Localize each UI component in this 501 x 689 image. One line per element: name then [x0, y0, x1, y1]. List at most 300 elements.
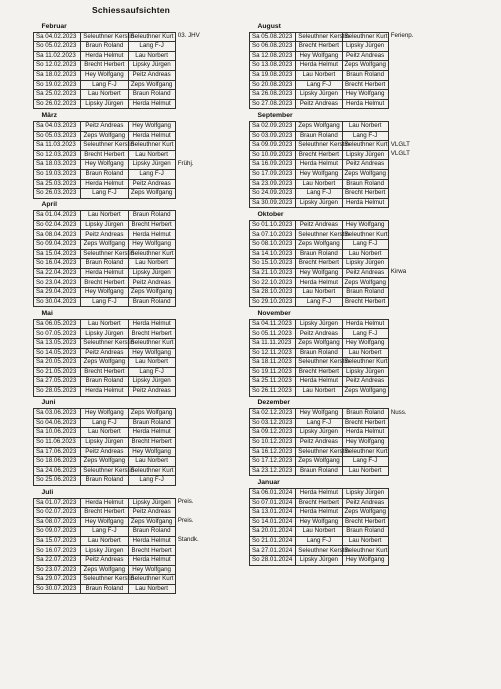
- supervisor-2-cell: Lipsky Jürgen: [128, 377, 175, 387]
- date-cell: So 27.08.2023: [250, 99, 296, 109]
- supervisor-1-cell: Lipsky Jürgen: [81, 220, 128, 230]
- supervisor-2-cell: Lau Norbert: [342, 121, 388, 131]
- supervisor-2-cell: Brecht Herbert: [128, 546, 175, 556]
- date-cell: Sa 12.08.2023: [250, 51, 296, 61]
- event-note: [388, 259, 434, 269]
- supervisor-1-cell: Herda Helmut: [81, 268, 128, 278]
- supervisor-1-cell: Lau Norbert: [81, 90, 128, 100]
- schedule-row: [34, 348, 223, 358]
- supervisor-1-cell: Seleuthner Kerstin: [296, 230, 342, 240]
- date-cell: Sa 04.11.2023: [250, 319, 296, 329]
- schedule-row: [34, 508, 223, 518]
- supervisor-1-cell: Lipsky Jürgen: [296, 556, 342, 566]
- event-note: [175, 51, 222, 61]
- month-name: Juli: [41, 488, 54, 496]
- schedule-row: [250, 457, 435, 467]
- date-cell: Sa 29.07.2023: [34, 575, 81, 585]
- supervisor-2-cell: Seleuthner Kurt: [128, 575, 175, 585]
- supervisor-1-cell: Zeps Wolfgang: [296, 121, 342, 131]
- schedule-row: [34, 575, 223, 585]
- supervisor-2-cell: Zeps Wolfgang: [342, 61, 388, 71]
- right-month-header: [250, 476, 435, 489]
- supervisor-1-cell: Seleuthner Kerstin: [296, 358, 342, 368]
- right-month-header: [250, 396, 435, 409]
- schedule-row: [250, 536, 435, 546]
- schedule-row: [250, 131, 435, 141]
- month-name: April: [41, 201, 57, 209]
- schedule-row: [250, 51, 435, 61]
- month-name: August: [257, 22, 281, 30]
- date-cell: So 15.10.2023: [250, 259, 296, 269]
- date-cell: Sa 02.09.2023: [250, 121, 296, 131]
- supervisor-1-cell: Braun Roland: [81, 169, 128, 179]
- date-cell: Sa 27.05.2023: [34, 377, 81, 387]
- event-note: [388, 418, 434, 428]
- date-cell: So 25.06.2023: [34, 476, 81, 486]
- schedule-row: [34, 584, 223, 594]
- supervisor-1-cell: Brecht Herbert: [296, 498, 342, 508]
- left-column: [33, 20, 223, 594]
- event-note: [175, 150, 222, 160]
- supervisor-1-cell: Lipsky Jürgen: [81, 329, 128, 339]
- date-cell: Sa 11.02.2023: [34, 51, 81, 61]
- schedule-row: [34, 447, 223, 457]
- supervisor-2-cell: Herda Helmut: [342, 198, 388, 208]
- supervisor-1-cell: Brecht Herbert: [81, 278, 128, 288]
- supervisor-2-cell: Herda Helmut: [342, 99, 388, 109]
- supervisor-2-cell: Lang F-J: [128, 476, 175, 486]
- date-cell: So 01.10.2023: [250, 220, 296, 230]
- event-note-text: VLGLT: [390, 150, 410, 158]
- supervisor-2-cell: Zeps Wolfgang: [128, 80, 175, 90]
- event-note: [388, 278, 434, 288]
- supervisor-2-cell: Lipsky Jürgen: [128, 268, 175, 278]
- schedule-row: [34, 546, 223, 556]
- event-note: [175, 339, 222, 349]
- supervisor-2-cell: Brecht Herbert: [342, 517, 388, 527]
- date-cell: So 03.09.2023: [250, 131, 296, 141]
- schedule-row: [250, 90, 435, 100]
- event-note: [388, 358, 434, 368]
- event-note: [175, 556, 222, 566]
- date-cell: Sa 06.01.2024: [250, 488, 296, 498]
- supervisor-2-cell: Lang F-J: [128, 367, 175, 377]
- supervisor-1-cell: Braun Roland: [296, 348, 342, 358]
- schedule-row: [250, 32, 435, 42]
- supervisor-1-cell: Hey Wolfgang: [81, 70, 128, 80]
- event-note: [175, 527, 222, 537]
- date-cell: So 19.03.2023: [34, 169, 81, 179]
- supervisor-1-cell: Hey Wolfgang: [81, 409, 128, 419]
- schedule-row: [250, 288, 435, 298]
- date-cell: Sa 28.10.2023: [250, 288, 296, 298]
- event-note: [175, 508, 222, 518]
- schedule-row: [34, 339, 223, 349]
- supervisor-2-cell: Lang F-J: [342, 329, 388, 339]
- supervisor-2-cell: Lipsky Jürgen: [128, 498, 175, 508]
- event-note: [388, 169, 434, 179]
- event-note: [388, 297, 434, 307]
- date-cell: Sa 16.09.2023: [250, 160, 296, 170]
- supervisor-2-cell: Peitz Andreas: [342, 498, 388, 508]
- schedule-row: [250, 297, 435, 307]
- schedule-row: [34, 457, 223, 467]
- date-cell: Sa 01.04.2023: [34, 211, 81, 221]
- right-month-header: [250, 208, 435, 221]
- date-cell: So 30.07.2023: [34, 584, 81, 594]
- supervisor-1-cell: Lang F-J: [296, 418, 342, 428]
- event-note: [388, 329, 434, 339]
- supervisor-1-cell: Lipsky Jürgen: [296, 90, 342, 100]
- schedule-row: [250, 488, 435, 498]
- event-note: [175, 428, 222, 438]
- date-cell: So 21.05.2023: [34, 367, 81, 377]
- event-note-text: Preis.: [177, 498, 194, 505]
- supervisor-1-cell: Lang F-J: [296, 297, 342, 307]
- supervisor-1-cell: Lipsky Jürgen: [296, 428, 342, 438]
- event-note: [388, 536, 434, 546]
- left-month-header: [34, 485, 223, 498]
- date-cell: So 07.05.2023: [34, 329, 81, 339]
- date-cell: So 17.09.2023: [250, 169, 296, 179]
- schedule-row: [34, 565, 223, 575]
- date-cell: So 10.09.2023: [250, 150, 296, 160]
- supervisor-1-cell: Zeps Wolfgang: [81, 240, 128, 250]
- event-note: [388, 508, 434, 518]
- schedule-row: [250, 367, 435, 377]
- supervisor-2-cell: Braun Roland: [128, 527, 175, 537]
- event-note: [388, 457, 434, 467]
- event-note: [175, 141, 222, 151]
- supervisor-2-cell: Herda Helmut: [128, 319, 175, 329]
- schedule-row: [34, 498, 223, 508]
- schedule-row: [34, 536, 223, 546]
- supervisor-1-cell: Lang F-J: [296, 189, 342, 199]
- event-note: [388, 90, 434, 100]
- date-cell: Sa 21.10.2023: [250, 268, 296, 278]
- supervisor-2-cell: Zeps Wolfgang: [128, 517, 175, 527]
- date-cell: So 26.03.2023: [34, 189, 81, 199]
- left-month-header: [34, 198, 223, 211]
- event-note: [388, 319, 434, 329]
- date-cell: Sa 19.08.2023: [250, 70, 296, 80]
- schedule-row: [34, 466, 223, 476]
- supervisor-2-cell: Herda Helmut: [128, 230, 175, 240]
- date-cell: So 26.02.2023: [34, 99, 81, 109]
- date-cell: So 19.02.2023: [34, 80, 81, 90]
- supervisor-2-cell: Seleuthner Kurt: [342, 230, 388, 240]
- supervisor-2-cell: Seleuthner Kurt: [128, 339, 175, 349]
- supervisor-2-cell: Peitz Andreas: [128, 179, 175, 189]
- schedule-row: [250, 447, 435, 457]
- supervisor-1-cell: Lau Norbert: [296, 288, 342, 298]
- event-note: [175, 565, 222, 575]
- supervisor-1-cell: Herda Helmut: [81, 51, 128, 61]
- event-note: [388, 428, 434, 438]
- supervisor-2-cell: Lau Norbert: [128, 259, 175, 269]
- date-cell: Sa 25.03.2023: [34, 179, 81, 189]
- supervisor-2-cell: Lau Norbert: [342, 348, 388, 358]
- supervisor-2-cell: Lau Norbert: [128, 51, 175, 61]
- schedule-row: [250, 179, 435, 189]
- schedule-table-right: [249, 20, 435, 566]
- date-cell: So 12.03.2023: [34, 150, 81, 160]
- event-note: [388, 498, 434, 508]
- supervisor-2-cell: Peitz Andreas: [128, 386, 175, 396]
- event-note: [388, 527, 434, 537]
- schedule-row: [34, 268, 223, 278]
- event-note: [175, 230, 222, 240]
- date-cell: Sa 25.11.2023: [250, 377, 296, 387]
- schedule-row: [34, 418, 223, 428]
- right-month-header: [250, 307, 435, 320]
- schedule-row: [34, 329, 223, 339]
- date-cell: So 06.08.2023: [250, 42, 296, 52]
- supervisor-2-cell: Zeps Wolfgang: [128, 288, 175, 298]
- event-note: [388, 32, 434, 42]
- event-note: [175, 61, 222, 71]
- event-note: [175, 160, 222, 170]
- supervisor-1-cell: Seleuthner Kerstin: [296, 141, 342, 151]
- supervisor-2-cell: Peitz Andreas: [128, 70, 175, 80]
- supervisor-1-cell: Brecht Herbert: [81, 367, 128, 377]
- date-cell: So 30.04.2023: [34, 297, 81, 307]
- supervisor-2-cell: Lipsky Jürgen: [128, 61, 175, 71]
- event-note: [175, 319, 222, 329]
- supervisor-1-cell: Herda Helmut: [296, 488, 342, 498]
- supervisor-2-cell: Hey Wolfgang: [342, 556, 388, 566]
- supervisor-2-cell: Lau Norbert: [128, 358, 175, 368]
- schedule-row: [34, 437, 223, 447]
- event-note: [388, 288, 434, 298]
- supervisor-2-cell: Seleuthner Kurt: [342, 447, 388, 457]
- supervisor-1-cell: Braun Roland: [296, 131, 342, 141]
- date-cell: Sa 15.07.2023: [34, 536, 81, 546]
- date-cell: Sa 07.10.2023: [250, 230, 296, 240]
- event-note: [175, 358, 222, 368]
- schedule-row: [250, 259, 435, 269]
- schedule-row: [250, 70, 435, 80]
- supervisor-1-cell: Lau Norbert: [296, 527, 342, 537]
- supervisor-2-cell: Lau Norbert: [128, 457, 175, 467]
- date-cell: Sa 30.09.2023: [250, 198, 296, 208]
- schedule-row: [34, 179, 223, 189]
- event-note: [388, 367, 434, 377]
- event-note: [175, 437, 222, 447]
- supervisor-2-cell: Lipsky Jürgen: [342, 367, 388, 377]
- event-note: [388, 409, 434, 419]
- schedule-row: [34, 409, 223, 419]
- supervisor-2-cell: Brecht Herbert: [128, 220, 175, 230]
- supervisor-2-cell: Peitz Andreas: [342, 51, 388, 61]
- date-cell: So 24.09.2023: [250, 189, 296, 199]
- event-note: [175, 536, 222, 546]
- event-note: [175, 179, 222, 189]
- supervisor-1-cell: Brecht Herbert: [81, 508, 128, 518]
- event-note: [175, 278, 222, 288]
- supervisor-1-cell: Peitz Andreas: [81, 230, 128, 240]
- event-note: [175, 32, 222, 42]
- supervisor-2-cell: Lau Norbert: [342, 466, 388, 476]
- schedule-row: [34, 386, 223, 396]
- event-note: [388, 437, 434, 447]
- schedule-row: [250, 527, 435, 537]
- date-cell: Sa 18.11.2023: [250, 358, 296, 368]
- date-cell: So 26.11.2023: [250, 386, 296, 396]
- date-cell: Sa 09.12.2023: [250, 428, 296, 438]
- date-cell: So 18.06.2023: [34, 457, 81, 467]
- event-note: [388, 240, 434, 250]
- date-cell: So 22.10.2023: [250, 278, 296, 288]
- date-cell: Sa 04.02.2023: [34, 32, 81, 42]
- event-note: [388, 220, 434, 230]
- supervisor-2-cell: Seleuthner Kurt: [342, 141, 388, 151]
- date-cell: Sa 15.04.2023: [34, 249, 81, 259]
- event-note: [175, 457, 222, 467]
- date-cell: Sa 13.01.2024: [250, 508, 296, 518]
- supervisor-2-cell: Brecht Herbert: [342, 189, 388, 199]
- supervisor-1-cell: Seleuthner Kerstin: [296, 546, 342, 556]
- date-cell: So 23.04.2023: [34, 278, 81, 288]
- supervisor-2-cell: Hey Wolfgang: [342, 90, 388, 100]
- schedule-row: [250, 189, 435, 199]
- schedule-row: [250, 230, 435, 240]
- date-cell: Sa 11.03.2023: [34, 141, 81, 151]
- event-note: [388, 198, 434, 208]
- schedule-row: [250, 517, 435, 527]
- supervisor-1-cell: Herda Helmut: [296, 377, 342, 387]
- supervisor-1-cell: Hey Wolfgang: [296, 517, 342, 527]
- supervisor-2-cell: Hey Wolfgang: [128, 240, 175, 250]
- schedule-row: [250, 42, 435, 52]
- month-name: November: [257, 309, 291, 317]
- event-note-text: Preis.: [177, 517, 194, 525]
- supervisor-1-cell: Seleuthner Kerstin: [296, 447, 342, 457]
- supervisor-2-cell: Lang F-J: [342, 131, 388, 141]
- date-cell: Sa 03.06.2023: [34, 409, 81, 419]
- supervisor-1-cell: Braun Roland: [81, 476, 128, 486]
- event-note: [175, 584, 222, 594]
- event-note: [175, 476, 222, 486]
- supervisor-1-cell: Peitz Andreas: [296, 437, 342, 447]
- event-note: [175, 42, 222, 52]
- event-note: [175, 189, 222, 199]
- date-cell: So 29.10.2023: [250, 297, 296, 307]
- date-cell: Sa 18.02.2023: [34, 70, 81, 80]
- date-cell: Sa 01.07.2023: [34, 498, 81, 508]
- date-cell: Sa 09.09.2023: [250, 141, 296, 151]
- supervisor-1-cell: Lau Norbert: [296, 70, 342, 80]
- supervisor-2-cell: Zeps Wolfgang: [342, 386, 388, 396]
- supervisor-2-cell: Braun Roland: [128, 418, 175, 428]
- schedule-row: [250, 268, 435, 278]
- supervisor-2-cell: Brecht Herbert: [128, 437, 175, 447]
- supervisor-2-cell: Peitz Andreas: [128, 278, 175, 288]
- supervisor-1-cell: Braun Roland: [296, 466, 342, 476]
- schedule-row: [34, 70, 223, 80]
- schedule-row: [34, 160, 223, 170]
- schedule-row: [250, 508, 435, 518]
- schedule-row: [34, 131, 223, 141]
- supervisor-1-cell: Herda Helmut: [296, 160, 342, 170]
- date-cell: So 09.04.2023: [34, 240, 81, 250]
- month-name: Oktober: [257, 210, 284, 218]
- supervisor-1-cell: Lau Norbert: [296, 179, 342, 189]
- event-note: [175, 297, 222, 307]
- supervisor-1-cell: Peitz Andreas: [81, 348, 128, 358]
- event-note: [175, 259, 222, 269]
- month-name: Dezember: [257, 399, 290, 407]
- event-note: [175, 377, 222, 387]
- left-month-header: [34, 307, 223, 320]
- schedule-row: [34, 51, 223, 61]
- supervisor-2-cell: Lipsky Jürgen: [128, 160, 175, 170]
- supervisor-2-cell: Herda Helmut: [128, 131, 175, 141]
- schedule-row: [34, 211, 223, 221]
- supervisor-1-cell: Herda Helmut: [296, 61, 342, 71]
- date-cell: So 21.01.2024: [250, 536, 296, 546]
- date-cell: Sa 04.03.2023: [34, 121, 81, 131]
- date-cell: So 12.11.2023: [250, 348, 296, 358]
- schedule-row: [34, 476, 223, 486]
- event-note: [175, 348, 222, 358]
- supervisor-1-cell: Seleuthner Kerstin: [296, 32, 342, 42]
- page-title: Schiessaufsichten: [92, 5, 171, 15]
- date-cell: So 12.02.2023: [34, 61, 81, 71]
- schedule-row: [34, 428, 223, 438]
- schedule-row: [34, 42, 223, 52]
- schedule-row: [34, 61, 223, 71]
- supervisor-2-cell: Seleuthner Kurt: [342, 358, 388, 368]
- event-note: [388, 179, 434, 189]
- supervisor-1-cell: Lang F-J: [81, 527, 128, 537]
- supervisor-2-cell: Seleuthner Kurt: [128, 466, 175, 476]
- supervisor-1-cell: Hey Wolfgang: [81, 517, 128, 527]
- schedule-table-left: [33, 20, 223, 594]
- event-note: [388, 80, 434, 90]
- event-note: [388, 160, 434, 170]
- supervisor-2-cell: Herda Helmut: [342, 428, 388, 438]
- date-cell: So 05.03.2023: [34, 131, 81, 141]
- schedule-row: [34, 169, 223, 179]
- supervisor-2-cell: Lipsky Jürgen: [342, 42, 388, 52]
- schedule-row: [250, 121, 435, 131]
- date-cell: So 02.07.2023: [34, 508, 81, 518]
- month-name: Februar: [41, 22, 67, 30]
- schedule-row: [250, 61, 435, 71]
- date-cell: So 03.12.2023: [250, 418, 296, 428]
- supervisor-2-cell: Zeps Wolfgang: [128, 189, 175, 199]
- supervisor-1-cell: Herda Helmut: [81, 386, 128, 396]
- schedule-row: [250, 220, 435, 230]
- date-cell: So 17.12.2023: [250, 457, 296, 467]
- date-cell: So 19.11.2023: [250, 367, 296, 377]
- event-note: [175, 546, 222, 556]
- supervisor-1-cell: Seleuthner Kerstin: [81, 575, 128, 585]
- schedule-row: [250, 249, 435, 259]
- event-note-text: Standk.: [177, 536, 199, 544]
- event-note: [388, 339, 434, 349]
- supervisor-1-cell: Seleuthner Kerstin: [81, 32, 128, 42]
- supervisor-2-cell: Brecht Herbert: [342, 80, 388, 90]
- supervisor-2-cell: Lipsky Jürgen: [342, 488, 388, 498]
- event-note: [175, 268, 222, 278]
- schedule-row: [34, 99, 223, 109]
- schedule-row: [250, 278, 435, 288]
- date-cell: So 11.06.2023: [34, 437, 81, 447]
- left-month-header: [34, 20, 223, 32]
- event-note: [388, 348, 434, 358]
